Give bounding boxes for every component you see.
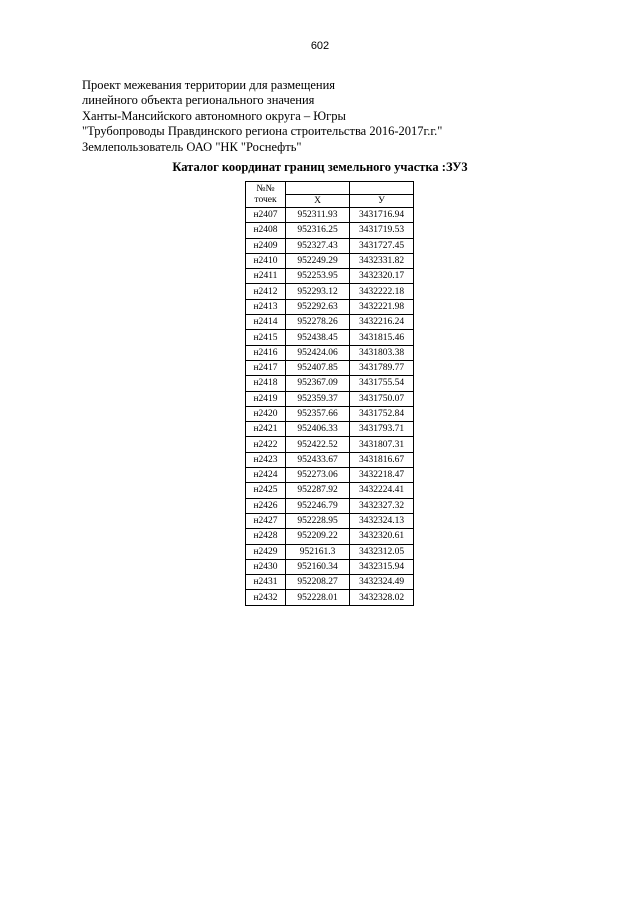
cell-y: 3432320.17 <box>350 269 414 284</box>
cell-x: 952209.22 <box>286 529 350 544</box>
document-header <box>82 78 442 155</box>
cell-y: 3431755.54 <box>350 376 414 391</box>
cell-x: 952327.43 <box>286 238 350 253</box>
cell-point-number: н2420 <box>246 406 286 421</box>
cell-point-number: н2407 <box>246 208 286 223</box>
cell-point-number: н2413 <box>246 299 286 314</box>
cell-x: 952273.06 <box>286 468 350 483</box>
cell-x: 952407.85 <box>286 360 350 375</box>
cell-point-number: н2424 <box>246 468 286 483</box>
cell-point-number: н2429 <box>246 544 286 559</box>
table-row <box>246 406 414 421</box>
cell-y: 3431816.67 <box>350 452 414 467</box>
cell-point-number: н2409 <box>246 238 286 253</box>
table-row <box>246 422 414 437</box>
cell-point-number: н2411 <box>246 269 286 284</box>
cell-x: 952357.66 <box>286 406 350 421</box>
cell-point-number: н2432 <box>246 590 286 605</box>
table-row <box>246 513 414 528</box>
cell-x: 952438.45 <box>286 330 350 345</box>
table-row <box>246 559 414 574</box>
catalog-title: Каталог координат границ земельного участка :ЗУ3 <box>172 160 468 174</box>
cell-y: 3431752.84 <box>350 406 414 421</box>
table-row <box>246 360 414 375</box>
table-row <box>246 468 414 483</box>
coordinates-table <box>245 181 414 606</box>
cell-x: 952424.06 <box>286 345 350 360</box>
cell-point-number: н2427 <box>246 513 286 528</box>
cell-y: 3432216.24 <box>350 315 414 330</box>
cell-x: 952316.25 <box>286 223 350 238</box>
table-row <box>246 299 414 314</box>
cell-point-number: н2431 <box>246 575 286 590</box>
cell-y: 3432315.94 <box>350 559 414 574</box>
header-line-project: Проект межевания территории для размещения <box>82 78 336 92</box>
cell-x: 952367.09 <box>286 376 350 391</box>
table-row <box>246 376 414 391</box>
cell-y: 3432312.05 <box>350 544 414 559</box>
header-point-number <box>246 182 286 208</box>
cell-x: 952293.12 <box>286 284 350 299</box>
table-row <box>246 315 414 330</box>
cell-x: 952311.93 <box>286 208 350 223</box>
cell-point-number: н2414 <box>246 315 286 330</box>
header-y-blank <box>350 182 414 195</box>
cell-x: 952228.01 <box>286 590 350 605</box>
cell-x: 952253.95 <box>286 269 350 284</box>
cell-y: 3432224.41 <box>350 483 414 498</box>
cell-x: 952287.92 <box>286 483 350 498</box>
cell-x: 952406.33 <box>286 422 350 437</box>
header-y: У <box>350 195 414 208</box>
table-row <box>246 223 414 238</box>
table-row <box>246 253 414 268</box>
cell-point-number: н2422 <box>246 437 286 452</box>
cell-x: 952161.3 <box>286 544 350 559</box>
cell-point-number: н2408 <box>246 223 286 238</box>
cell-x: 952292.63 <box>286 299 350 314</box>
cell-y: 3431807.31 <box>350 437 414 452</box>
table-row <box>246 269 414 284</box>
cell-point-number: н2415 <box>246 330 286 345</box>
table-row <box>246 284 414 299</box>
cell-x: 952228.95 <box>286 513 350 528</box>
cell-y: 3432218.47 <box>350 468 414 483</box>
table-header-row <box>246 182 414 195</box>
table-body <box>246 208 414 606</box>
cell-point-number: н2419 <box>246 391 286 406</box>
cell-point-number: н2418 <box>246 376 286 391</box>
cell-point-number: н2423 <box>246 452 286 467</box>
cell-x: 952249.29 <box>286 253 350 268</box>
header-point-number-line2: точек <box>254 194 277 205</box>
cell-y: 3432331.82 <box>350 253 414 268</box>
cell-x: 952359.37 <box>286 391 350 406</box>
table-row <box>246 391 414 406</box>
cell-point-number: н2417 <box>246 360 286 375</box>
table-row <box>246 452 414 467</box>
cell-point-number: н2412 <box>246 284 286 299</box>
header-point-number-line1: №№ <box>256 183 275 194</box>
cell-y: 3431793.71 <box>350 422 414 437</box>
cell-y: 3432320.61 <box>350 529 414 544</box>
header-line-land-user: Землепользователь ОАО "НК "Роснефть" <box>82 139 302 154</box>
cell-y: 3431719.53 <box>350 223 414 238</box>
header-line-object: линейного объекта регионального значения <box>82 93 315 108</box>
table-row <box>246 590 414 605</box>
cell-point-number: н2426 <box>246 498 286 513</box>
cell-x: 952278.26 <box>286 315 350 330</box>
header-line-region: Ханты-Мансийского автономного округа – Югры <box>82 108 346 123</box>
cell-y: 3431803.38 <box>350 345 414 360</box>
cell-y: 3432324.13 <box>350 513 414 528</box>
table-row <box>246 238 414 253</box>
cell-y: 3432328.02 <box>350 590 414 605</box>
cell-y: 3432221.98 <box>350 299 414 314</box>
cell-point-number: н2421 <box>246 422 286 437</box>
cell-y: 3431716.94 <box>350 208 414 223</box>
table-row <box>246 575 414 590</box>
cell-y: 3432324.49 <box>350 575 414 590</box>
table-row <box>246 437 414 452</box>
table-row <box>246 483 414 498</box>
table-row <box>246 330 414 345</box>
table-row <box>246 498 414 513</box>
cell-y: 3432327.32 <box>350 498 414 513</box>
cell-y: 3431750.07 <box>350 391 414 406</box>
cell-x: 952433.67 <box>286 452 350 467</box>
cell-point-number: н2416 <box>246 345 286 360</box>
cell-x: 952246.79 <box>286 498 350 513</box>
cell-x: 952422.52 <box>286 437 350 452</box>
cell-y: 3431815.46 <box>350 330 414 345</box>
table-row <box>246 529 414 544</box>
cell-point-number: н2410 <box>246 253 286 268</box>
cell-point-number: н2428 <box>246 529 286 544</box>
table-row <box>246 208 414 223</box>
table-row <box>246 345 414 360</box>
header-x: X <box>286 195 350 208</box>
cell-x: 952160.34 <box>286 559 350 574</box>
header-x-blank <box>286 182 350 195</box>
header-line-pipelines: "Трубопроводы Правдинского региона строительства 2016-2017г.г." <box>82 124 443 139</box>
page-number: 602 <box>310 40 330 52</box>
cell-y: 3431727.45 <box>350 238 414 253</box>
cell-x: 952208.27 <box>286 575 350 590</box>
cell-y: 3431789.77 <box>350 360 414 375</box>
cell-point-number: н2425 <box>246 483 286 498</box>
table-row <box>246 544 414 559</box>
cell-point-number: н2430 <box>246 559 286 574</box>
cell-y: 3432222.18 <box>350 284 414 299</box>
